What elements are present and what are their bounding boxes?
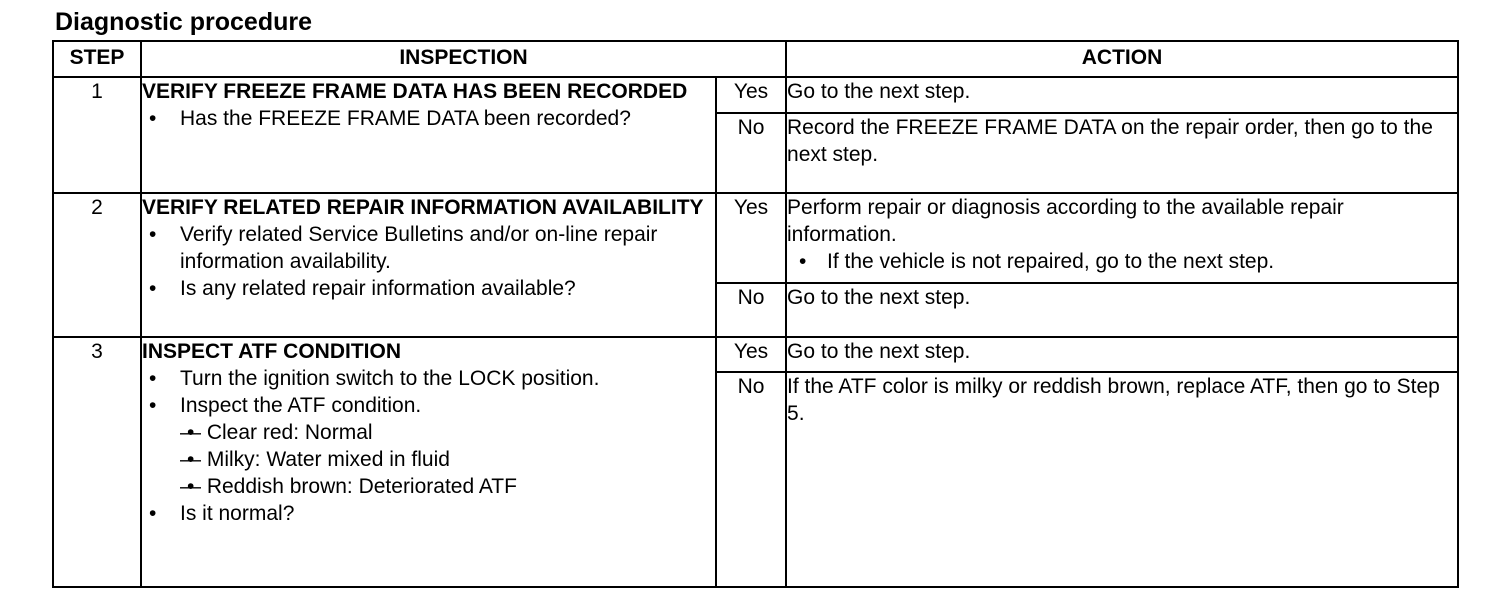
inspection-bullets (142, 105, 715, 132)
table-row-step-2-yes (53, 193, 1458, 283)
header-inspection: INSPECTION (141, 41, 786, 77)
page-title: Diagnostic procedure (55, 8, 312, 36)
inspection-cell (141, 77, 716, 193)
no-action: If the ATF color is milky or reddish brown, replace ATF, then go to Step 5. (786, 372, 1458, 587)
yes-label: Yes (716, 77, 786, 113)
inspection-cell (141, 193, 716, 337)
yes-action-text: Perform repair or diagnosis according to the available repair information. (787, 196, 1344, 246)
header-step: STEP (53, 41, 141, 77)
yes-action (786, 193, 1458, 283)
table-header-row (53, 41, 1458, 77)
inspection-bullet (142, 392, 715, 500)
inspection-cell (141, 337, 716, 587)
inspection-bullet: • Has the FREEZE FRAME DATA been recorded? (142, 105, 715, 132)
inspection-bullet: • Is it normal? (142, 500, 715, 527)
yes-action-bullet: • If the vehicle is not repaired, go to the next step. (787, 248, 1457, 275)
inspection-title: INSPECT ATF CONDITION (142, 340, 401, 363)
inspection-title: VERIFY FREEZE FRAME DATA HAS BEEN RECORDED (142, 80, 688, 103)
step-number: 2 (53, 193, 141, 337)
no-label: No (716, 372, 786, 587)
yes-action: Go to the next step. (786, 77, 1458, 113)
no-label: No (716, 113, 786, 193)
inspection-bullet: • Is any related repair information available? (142, 275, 715, 302)
yes-label: Yes (716, 193, 786, 283)
inspection-bullets (142, 221, 715, 302)
step-number: 3 (53, 337, 141, 587)
condition-list (180, 419, 715, 500)
table-row-step-1-yes (53, 77, 1458, 113)
no-action: Record the FREEZE FRAME DATA on the repair order, then go to the next step. (786, 113, 1458, 193)
table-row-step-3-yes (53, 337, 1458, 372)
inspection-bullet: • Verify related Service Bulletins and/or on-line repair information availability. (142, 221, 715, 275)
condition-item: • — Reddish brown: Deteriorated ATF (180, 473, 715, 500)
no-action: Go to the next step. (786, 283, 1458, 337)
inspection-bullets (142, 365, 715, 527)
inspection-bullet: • Turn the ignition switch to the LOCK position. (142, 365, 715, 392)
diagnostic-procedure-table (52, 40, 1459, 588)
yes-action: Go to the next step. (786, 337, 1458, 372)
header-action: ACTION (786, 41, 1458, 77)
condition-item: • — Milky: Water mixed in fluid (180, 446, 715, 473)
yes-label: Yes (716, 337, 786, 372)
step-number: 1 (53, 77, 141, 193)
inspection-title: VERIFY RELATED REPAIR INFORMATION AVAILABILITY (142, 196, 704, 219)
no-label: No (716, 283, 786, 337)
condition-item: • — Clear red: Normal (180, 419, 715, 446)
inspection-bullet-text: Inspect the ATF condition. (180, 394, 422, 417)
